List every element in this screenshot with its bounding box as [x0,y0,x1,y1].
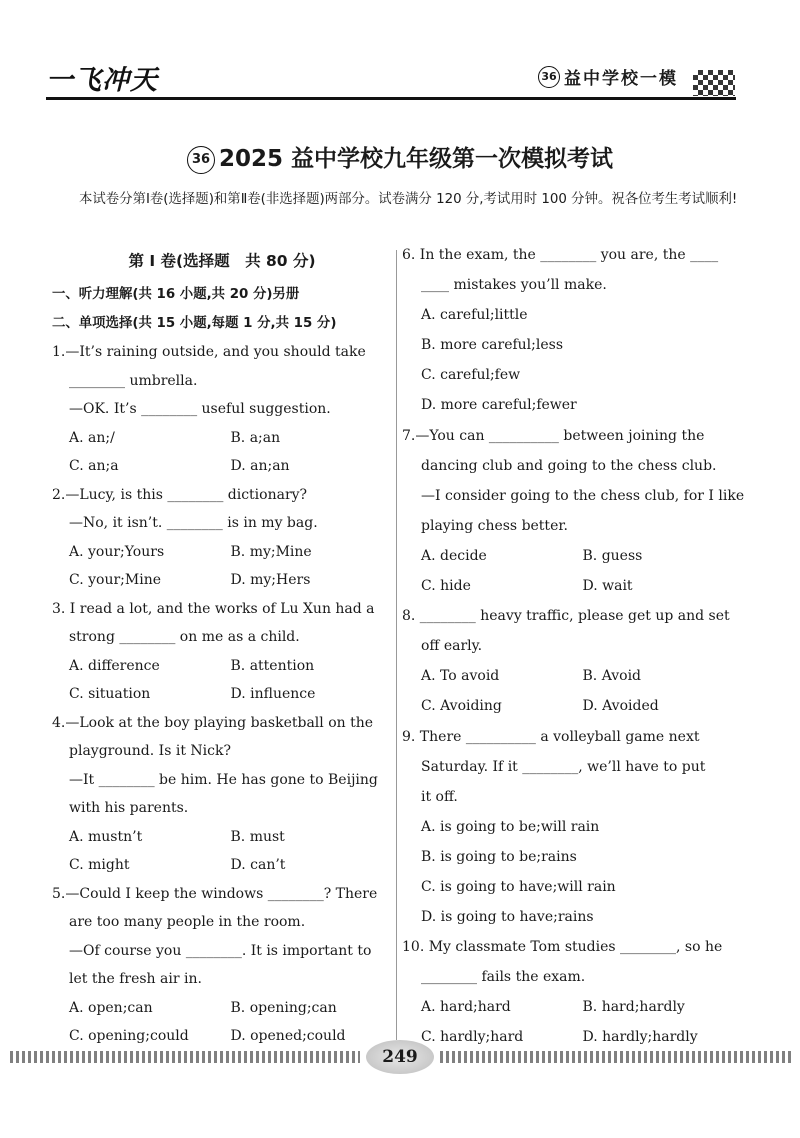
footer-border-left [10,1051,360,1063]
question-9 [402,722,744,933]
brand-text: 一飞冲天 [46,65,158,96]
checker-pattern-icon [693,70,735,96]
options-row [402,571,744,601]
question-line: 6. In the exam, the ________ you are, the ____ [402,247,719,263]
section-listening: 一、听力理解(共 16 小题,共 20 分)另册 [52,287,300,302]
options-row [52,851,392,880]
options-row [402,992,744,1022]
option-a[interactable]: A. difference [69,657,160,674]
question-line: —Of course you ________. It is important to [69,942,372,959]
option-c[interactable]: C. might [69,857,130,873]
options-row [52,823,392,852]
question-line: playing chess better. [421,517,568,534]
options-row [52,452,392,481]
option-c[interactable]: C. hide [421,578,471,595]
options-row [402,661,744,691]
question-line: —OK. It’s ________ useful suggestion. [69,401,331,417]
section-single-choice: 二、单项选择(共 15 小题,每题 1 分,共 15 分) [52,316,337,331]
options-row [402,541,744,571]
option-b[interactable]: B. hard;hardly [582,999,685,1016]
question-line: 4.—Look at the boy playing basketball on the [52,714,374,731]
option-a[interactable]: A. careful;little [421,307,528,324]
options-row [52,424,392,453]
exam-intro: 本试卷分第Ⅰ卷(选择题)和第Ⅱ卷(非选择题)两部分。试卷满分 120 分,考试用时 100 分钟。祝各位考生考试顺利! [79,192,738,207]
question-line: Saturday. If it ________, we’ll have to put [421,758,706,775]
footer-border-right [440,1051,792,1063]
option-d[interactable]: D. an;an [230,458,290,474]
question-line: let the fresh air in. [69,971,202,987]
question-line: 5.—Could I keep the windows ________? There [52,885,378,902]
right-column [402,240,744,1053]
option-b[interactable]: B. must [230,828,285,845]
exam-title [0,140,800,174]
option-d[interactable]: D. can’t [230,857,286,873]
question-line: ________ fails the exam. [421,969,586,986]
options-row [402,1022,744,1052]
question-line: —I consider going to the chess club, for I like [421,487,745,504]
option-b[interactable]: B. attention [230,657,315,674]
option-b[interactable]: B. more careful;less [421,337,564,354]
options-row [52,994,392,1023]
option-c[interactable]: C. hardly;hard [421,1029,524,1046]
option-b[interactable]: B. my;Mine [230,543,312,560]
question-7 [402,421,744,602]
question-6 [402,240,744,421]
question-line: —No, it isn’t. ________ is in my bag. [69,515,318,531]
option-d[interactable]: D. Avoided [582,698,659,715]
brand-logo [46,58,158,97]
option-a[interactable]: A. decide [421,547,487,564]
column-divider [396,250,397,1040]
page-number: 249 [366,1040,434,1074]
option-a[interactable]: A. open;can [69,999,153,1016]
question-line: playground. Is it Nick? [69,743,231,759]
question-line: 8. ________ heavy traffic, please get up and set [402,608,730,625]
option-c[interactable]: C. opening;could [69,1028,189,1044]
option-d[interactable]: D. more careful;fewer [421,397,577,414]
question-line: it off. [421,788,458,805]
question-line: 7.—You can __________ between joining the [402,427,705,444]
question-line: strong ________ on me as a child. [69,629,300,645]
option-d[interactable]: D. is going to have;rains [421,909,594,926]
option-c[interactable]: C. careful;few [421,367,521,384]
question-line: 9. There __________ a volleyball game next [402,728,700,745]
option-d[interactable]: D. influence [230,686,316,702]
option-b[interactable]: B. a;an [230,429,281,446]
question-line: are too many people in the room. [69,914,306,930]
option-a[interactable]: A. mustn’t [69,828,143,845]
option-c[interactable]: C. an;a [69,458,119,474]
options-row [52,652,392,681]
option-c[interactable]: C. Avoiding [421,698,502,715]
header-school-tag [538,64,678,89]
question-line: dancing club and going to the chess club. [421,457,717,474]
header-rule [46,97,736,100]
option-d[interactable]: D. hardly;hardly [582,1029,698,1046]
option-c[interactable]: C. situation [69,686,151,702]
question-8 [402,601,744,721]
option-d[interactable]: D. my;Hers [230,572,311,588]
option-d[interactable]: D. wait [582,578,633,595]
question-10 [402,932,744,1052]
question-line: off early. [421,638,483,655]
series-number-badge: 36 [538,66,560,88]
option-a[interactable]: A. To avoid [421,668,500,685]
options-row [52,1022,392,1051]
question-line: 10. My classmate Tom studies ________, so he [402,939,723,956]
question-2 [52,481,392,595]
title-text: 2025 益中学校九年级第一次模拟考试 [218,146,614,172]
option-b[interactable]: B. is going to be;rains [421,848,577,865]
title-number-badge: 36 [187,146,215,174]
option-d[interactable]: D. opened;could [230,1028,346,1044]
question-line: 1.—It’s raining outside, and you should take [52,344,366,360]
question-line: ________ umbrella. [69,372,198,389]
option-a[interactable]: A. hard;hard [421,999,511,1016]
question-1 [52,338,392,481]
options-row [52,538,392,567]
question-line: 2.—Lucy, is this ________ dictionary? [52,486,308,503]
option-a[interactable]: A. is going to be;will rain [421,818,600,835]
option-c[interactable]: C. is going to have;will rain [421,878,616,895]
option-b[interactable]: B. guess [582,547,643,564]
options-row [402,691,744,721]
options-row [52,680,392,709]
options-row [52,566,392,595]
question-line: ____ mistakes you’ll make. [421,277,607,294]
question-4 [52,709,392,880]
school-tag-text: 益中学校一模 [564,69,678,89]
question-line: —It ________ be him. He has gone to Beijing [69,771,378,788]
left-column [52,248,392,1051]
option-a[interactable]: A. your;Yours [69,543,165,560]
option-b[interactable]: B. opening;can [230,999,337,1016]
option-a[interactable]: A. an;/ [69,429,115,446]
question-line: 3. I read a lot, and the works of Lu Xun had a [52,600,375,617]
question-3 [52,595,392,709]
option-c[interactable]: C. your;Mine [69,572,161,588]
part-heading: 第 Ⅰ 卷(选择题 共 80 分) [128,252,316,270]
question-line: with his parents. [69,800,189,816]
option-b[interactable]: B. Avoid [582,668,642,685]
question-5 [52,880,392,1051]
